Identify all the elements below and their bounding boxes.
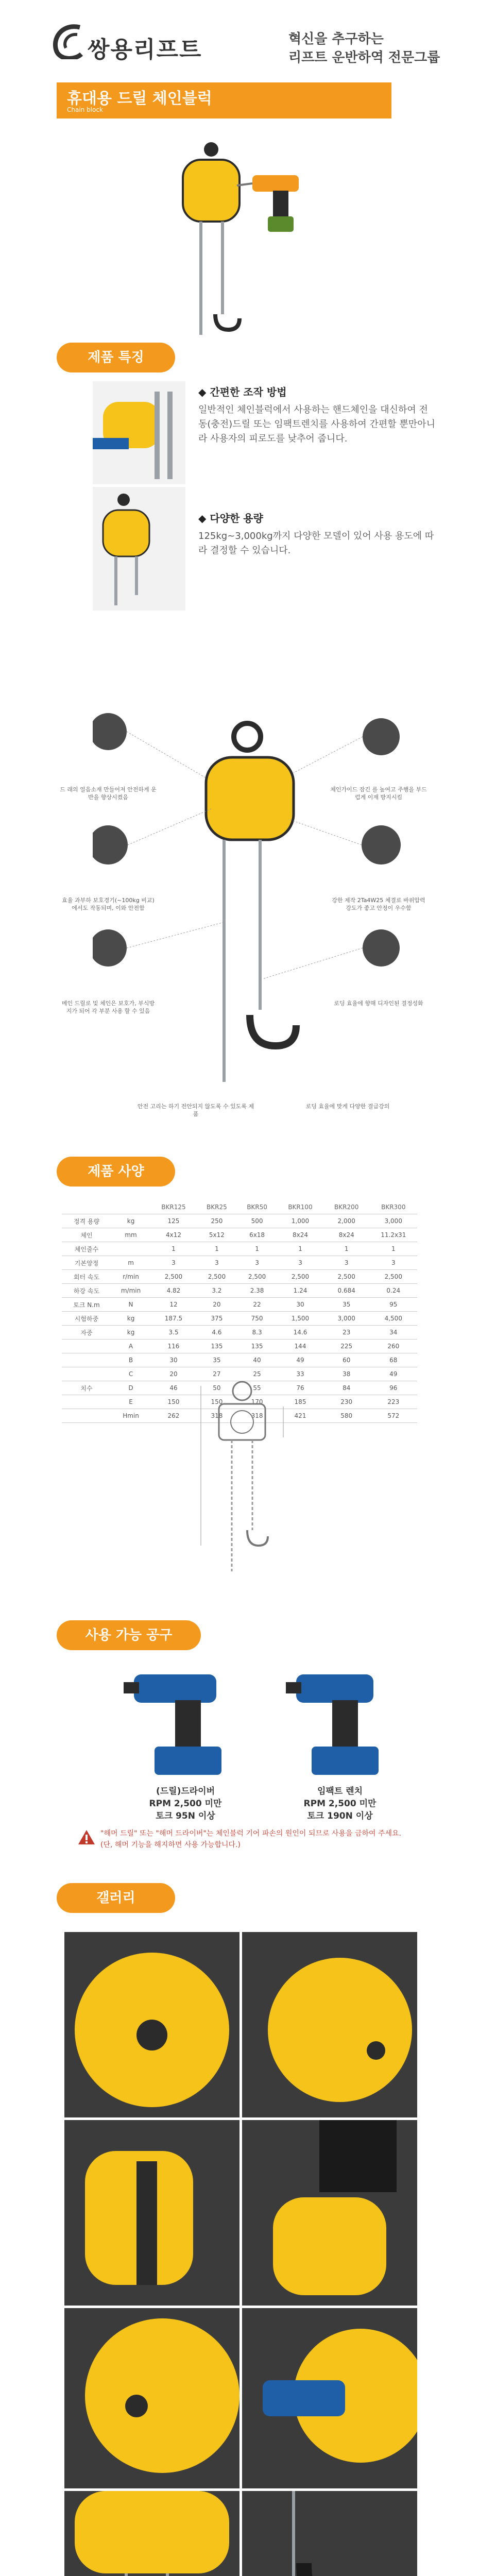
spec-table-cell: 2,500: [150, 1270, 197, 1284]
spec-table-row: [62, 1298, 417, 1312]
spec-table-cell: 2,500: [237, 1270, 277, 1284]
spec-table-cell: 150: [197, 1395, 237, 1409]
spec-table-cell: 1: [323, 1242, 370, 1256]
spec-table-cell: 0.24: [370, 1284, 417, 1298]
spec-table-cell: 1.24: [277, 1284, 323, 1298]
dimension-diagram: [165, 1376, 319, 1577]
spec-table-cell: 1: [150, 1242, 197, 1256]
callout-8: 로딩 효율에 맞게 다양한 결급강의: [305, 1103, 390, 1110]
warning-text: [100, 1828, 430, 1851]
product-subtitle: Chain block: [67, 106, 103, 113]
spec-table-row: [62, 1340, 417, 1353]
spec-table-cell: 체인: [62, 1228, 111, 1242]
brand-tagline: [288, 30, 440, 67]
spec-table-cell: 3: [197, 1256, 237, 1270]
spec-table-cell: 46: [150, 1381, 197, 1395]
spec-table-cell: 135: [237, 1340, 277, 1353]
spec-table-cell: 토크 N.m: [62, 1298, 111, 1312]
spec-table-cell: [62, 1409, 111, 1423]
gallery-photo-1: [64, 1932, 239, 2117]
spec-table-row: [62, 1284, 417, 1298]
spec-table-cell: 치수: [62, 1381, 111, 1395]
spec-table-cell: 시험하중: [62, 1312, 111, 1326]
tool-1-name: (드릴)드라이버: [156, 1786, 215, 1797]
spec-table-cell: [62, 1340, 111, 1353]
spec-table-cell: 750: [237, 1312, 277, 1326]
annotated-product-diagram: [93, 690, 402, 1097]
spec-table-cell: 95: [370, 1298, 417, 1312]
spec-table-cell: mm: [111, 1228, 150, 1242]
spec-table-cell: D: [111, 1381, 150, 1395]
section-specs: 제품 사양: [57, 1157, 175, 1187]
spec-table-cell: 회터 속도: [62, 1270, 111, 1284]
spec-table-cell: 150: [150, 1395, 197, 1409]
spec-table-cell: 1,500: [277, 1312, 323, 1326]
drill-driver-image: [124, 1664, 242, 1783]
spec-table-row: [62, 1353, 417, 1367]
spec-table-cell: 3: [277, 1256, 323, 1270]
spec-table-row: [62, 1242, 417, 1256]
spec-table-cell: 3,000: [370, 1214, 417, 1228]
tool-drill-driver: [126, 1785, 245, 1822]
feature-2: [198, 510, 435, 558]
spec-table-cell: 500: [237, 1214, 277, 1228]
spec-table-cell: 0.684: [323, 1284, 370, 1298]
tool-1-rpm: RPM 2,500 미만: [149, 1799, 222, 1809]
spec-table-cell: 144: [277, 1340, 323, 1353]
gallery-photo-6: [242, 2308, 417, 2488]
spec-table-cell: 정격 용량: [62, 1214, 111, 1228]
spec-table-cell: 125: [150, 1214, 197, 1228]
spec-table-cell: 2,500: [197, 1270, 237, 1284]
spec-table-cell: 11.2x31: [370, 1228, 417, 1242]
spec-table-cell: 572: [370, 1409, 417, 1423]
gallery-photo-7: [64, 2491, 239, 2576]
spec-table-cell: 30: [277, 1298, 323, 1312]
spec-table-cell: A: [111, 1340, 150, 1353]
spec-table-cell: 27: [197, 1367, 237, 1381]
spec-table-cell: 34: [370, 1326, 417, 1340]
tool-impact-wrench: [281, 1785, 399, 1822]
spec-table-cell: 76: [277, 1381, 323, 1395]
spec-table-cell: [62, 1353, 111, 1367]
callout-1: 드 래의 얼음소재 만들어져 안전하게 운반을 향상시켰음: [60, 786, 157, 801]
spec-table-cell: kg: [111, 1312, 150, 1326]
spec-table-cell: m/min: [111, 1284, 150, 1298]
tool-2-rpm: RPM 2,500 미만: [303, 1799, 377, 1809]
spec-table-cell: 2,500: [370, 1270, 417, 1284]
spec-table-cell: 하강 속도: [62, 1284, 111, 1298]
spec-table-cell: Hmin: [111, 1409, 150, 1423]
spec-table-cell: 22: [237, 1298, 277, 1312]
section-gallery: 갤러리: [57, 1883, 175, 1913]
spec-table-cell: 8x24: [277, 1228, 323, 1242]
spec-table-cell: C: [111, 1367, 150, 1381]
spec-table-cell: [62, 1395, 111, 1409]
spec-table-cell: 3: [237, 1256, 277, 1270]
spec-table-cell: 4x12: [150, 1228, 197, 1242]
section-tools: 사용 가능 공구: [57, 1620, 201, 1650]
spec-table-cell: 2,000: [323, 1214, 370, 1228]
callout-4: 강한 제작 2Ta4W25 체결로 바위압력 강도가 좋고 안정이 우수함: [332, 897, 425, 911]
warning-line2: (단, 해머 기능을 해지하면 사용 가능합니다.): [100, 1841, 241, 1849]
spec-table-cell: 4.6: [197, 1326, 237, 1340]
spec-table-cell: 3.2: [197, 1284, 237, 1298]
spec-table-cell: 223: [370, 1395, 417, 1409]
gallery-photo-8: [242, 2491, 417, 2576]
spec-table-cell: 170: [237, 1395, 277, 1409]
spec-table-cell: 4.82: [150, 1284, 197, 1298]
spec-table-cell: 33: [277, 1367, 323, 1381]
spec-table-cell: [111, 1242, 150, 1256]
spec-table-cell: 30: [150, 1353, 197, 1367]
spec-table-cell: 55: [237, 1381, 277, 1395]
spec-table-cell: 3: [323, 1256, 370, 1270]
spec-table-cell: B: [111, 1353, 150, 1367]
gallery-photo-2: [242, 1932, 417, 2117]
hook-bottom-icon: [215, 314, 239, 330]
spec-table-cell: N: [111, 1298, 150, 1312]
spec-table-cell: 1: [237, 1242, 277, 1256]
feature-photo-block: [93, 487, 185, 611]
spec-table-cell: 25: [237, 1367, 277, 1381]
spec-table-cell: 116: [150, 1340, 197, 1353]
warning-line1: "해머 드릴" 또는 "해머 드라이버"는 체인블럭 기어 파손의 원인이 되므로 사용을 금하여 주세요.: [100, 1829, 401, 1838]
spec-table-cell: 49: [277, 1353, 323, 1367]
spec-table-cell: 40: [237, 1353, 277, 1367]
spec-table-cell: kg: [111, 1214, 150, 1228]
spec-table-cell: 318: [237, 1409, 277, 1423]
spec-table-cell: 자중: [62, 1326, 111, 1340]
spec-table-cell: r/min: [111, 1270, 150, 1284]
impact-wrench-image: [281, 1664, 399, 1783]
callout-6: 로딩 효율에 향해 디자인된 결정성화: [334, 1000, 423, 1007]
feature-2-heading: ◆ 다양한 용량: [198, 512, 263, 524]
spec-table-cell: 8x24: [323, 1228, 370, 1242]
spec-table-cell: 185: [277, 1395, 323, 1409]
section-features: 제품 특징: [57, 343, 175, 372]
feature-photo-drill: [93, 381, 185, 484]
spec-table-cell: 49: [370, 1367, 417, 1381]
spec-table-row: [62, 1326, 417, 1340]
spec-table-cell: 14.6: [277, 1326, 323, 1340]
spec-table-cell: 262: [150, 1409, 197, 1423]
spec-table-cell: 3: [150, 1256, 197, 1270]
spec-table-cell: 50: [197, 1381, 237, 1395]
callout-5: 메인 드릴로 및 체인은 보호가, 부식방지가 되어 각 부분 사용 할 수 있음: [61, 1000, 155, 1014]
spec-table-cell: 4,500: [370, 1312, 417, 1326]
spec-table-cell: 260: [370, 1340, 417, 1353]
callout-7: 안전 고리는 하기 전안되지 않도록 수 있도록 제품: [137, 1103, 254, 1117]
spec-table-cell: 2,500: [323, 1270, 370, 1284]
spec-table-cell: 3,000: [323, 1312, 370, 1326]
spec-table-cell: 187.5: [150, 1312, 197, 1326]
spec-table-cell: 421: [277, 1409, 323, 1423]
spec-table-cell: 68: [370, 1353, 417, 1367]
spec-table-cell: 2.38: [237, 1284, 277, 1298]
spec-table-cell: 225: [323, 1340, 370, 1353]
brand-name: 쌍용리프트: [88, 37, 202, 63]
spec-table-cell: 기본양정: [62, 1256, 111, 1270]
spec-table-cell: 20: [150, 1367, 197, 1381]
feature-1-heading: ◆ 간편한 조작 방법: [198, 386, 287, 398]
spec-table-cell: 1,000: [277, 1214, 323, 1228]
spec-table-cell: 84: [323, 1381, 370, 1395]
spec-table-cell: E: [111, 1395, 150, 1409]
tagline-line1: 혁신을 추구하는: [288, 31, 384, 47]
spec-table-cell: m: [111, 1256, 150, 1270]
spec-table-cell: 35: [323, 1298, 370, 1312]
hero-product-image: [175, 129, 319, 345]
spec-table-cell: 6x18: [237, 1228, 277, 1242]
spec-table-cell: 5x12: [197, 1228, 237, 1242]
product-title: 휴대용 드릴 체인블럭: [67, 90, 212, 108]
spec-table-cell: 1: [197, 1242, 237, 1256]
spec-table-cell: 96: [370, 1381, 417, 1395]
spec-table-cell: [62, 1367, 111, 1381]
gallery-photo-5: [64, 2308, 239, 2488]
spec-table-cell: 60: [323, 1353, 370, 1367]
spec-table-row: [62, 1312, 417, 1326]
gallery-photo-4: [242, 2120, 417, 2306]
spec-table-cell: 1: [277, 1242, 323, 1256]
spec-table-cell: 1: [370, 1242, 417, 1256]
spec-table-cell: 20: [197, 1298, 237, 1312]
gallery-photo-3: [64, 2120, 239, 2306]
tool-1-torque: 토크 95N 이상: [156, 1811, 215, 1821]
spec-table-row: [62, 1228, 417, 1242]
spec-table-cell: 375: [197, 1312, 237, 1326]
spec-table-cell: 35: [197, 1353, 237, 1367]
spec-table-cell: 2,500: [277, 1270, 323, 1284]
tool-2-torque: 토크 190N 이상: [307, 1811, 373, 1821]
spec-table-cell: 8.3: [237, 1326, 277, 1340]
spec-table-cell: kg: [111, 1326, 150, 1340]
spec-table-cell: 580: [323, 1409, 370, 1423]
spec-table-cell: 23: [323, 1326, 370, 1340]
spec-table-cell: 3.5: [150, 1326, 197, 1340]
spec-table-cell: 38: [323, 1367, 370, 1381]
spec-table-row: [62, 1256, 417, 1270]
callout-2: 체인가이드 잠긴 를 높여고 주행을 부드럽게 이재 방지시킴: [330, 786, 427, 801]
spec-table-cell: 250: [197, 1214, 237, 1228]
hook-top-icon: [204, 142, 218, 157]
spec-table-row: [62, 1214, 417, 1228]
warning-icon: [77, 1829, 96, 1845]
feature-1-body: 일반적인 체인블럭에서 사용하는 핸드체인을 대신하여 전동(충전)드릴 또는 임팩트렌치를 사용하여 간편할 뿐만아니라 사용자의 피로도를 낮추어 줍니다.: [198, 404, 435, 444]
spec-table-row: [62, 1270, 417, 1284]
spec-table-cell: 318: [197, 1409, 237, 1423]
spec-table-cell: 12: [150, 1298, 197, 1312]
spec-table-cell: 3: [370, 1256, 417, 1270]
chain-block-body: [183, 160, 239, 222]
spec-table-header: BKR125 BKR25 BKR50 BKR100 BKR200 BKR300: [62, 1200, 417, 1214]
tool-2-name: 임팩트 렌치: [317, 1786, 363, 1797]
spec-table-cell: 135: [197, 1340, 237, 1353]
feature-1: [198, 384, 435, 446]
brand-logo-icon: [52, 23, 83, 59]
drill-icon: [252, 175, 299, 192]
spec-table-cell: 체인줄수: [62, 1242, 111, 1256]
spec-table-cell: 230: [323, 1395, 370, 1409]
tagline-line2: 리프트 운반하역 전문그룹: [288, 50, 440, 65]
callout-3: 효율 과부하 보호경기(~100kg 비교)에서도 작동되며, 이와 안전함: [62, 897, 155, 911]
feature-2-body: 125kg~3,000kg까지 다양한 모델이 있어 사용 용도에 따라 결정할 수 있습니다.: [198, 531, 434, 556]
